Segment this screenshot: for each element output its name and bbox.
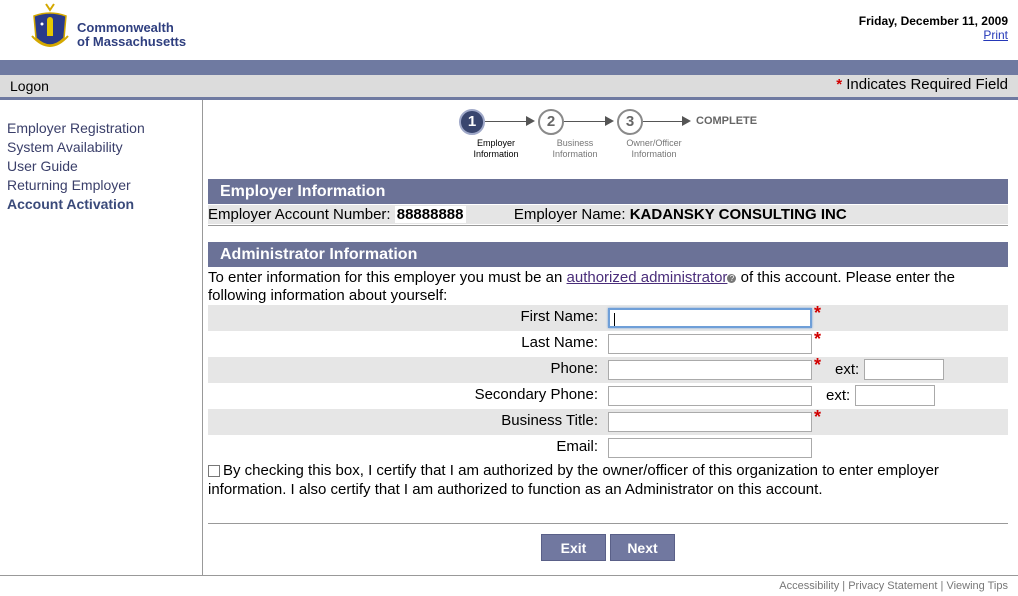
required-star: * xyxy=(814,329,822,349)
certification-text: By checking this box, I certify that I am authorized by the owner/officer of this organization to enter employer information. I also certify that I am authorized to function as an Administrator on this account. xyxy=(208,462,939,498)
sidebar-item-system-availability[interactable]: System Availability xyxy=(7,139,123,155)
step-2-label xyxy=(535,138,615,160)
required-text: Indicates Required Field xyxy=(846,76,1008,93)
required-field-note xyxy=(836,76,1008,93)
intro-part2: of this account. Please enter the following information about yourself: xyxy=(208,269,955,304)
step-complete-label: COMPLETE xyxy=(696,115,758,127)
step-arrowhead-3 xyxy=(682,116,691,126)
secondary-phone-ext-input[interactable] xyxy=(855,385,935,406)
last-name-input[interactable] xyxy=(608,334,812,354)
privacy-statement-link[interactable]: Privacy Statement xyxy=(848,580,938,592)
sidebar-item-employer-registration[interactable]: Employer Registration xyxy=(7,120,145,136)
step-arrowhead-2 xyxy=(605,116,614,126)
secondary-phone-input[interactable] xyxy=(608,386,812,406)
step-3-label-line2: Information xyxy=(631,149,677,159)
authorized-administrator-link[interactable]: authorized administrator xyxy=(566,269,728,286)
certification xyxy=(208,461,1008,499)
sidebar-item-returning-employer[interactable]: Returning Employer xyxy=(7,177,131,193)
employer-account-number: 88888888 xyxy=(396,206,464,223)
certify-checkbox[interactable] xyxy=(208,465,220,477)
required-star: * xyxy=(814,355,822,375)
divider xyxy=(208,225,1008,226)
required-star: * xyxy=(836,76,843,93)
secondary-phone-label: Secondary Phone: xyxy=(474,386,598,403)
last-name-row xyxy=(208,331,1008,357)
accessibility-link[interactable]: Accessibility xyxy=(779,580,840,592)
step-1-label xyxy=(456,138,536,160)
admin-section-title: Administrator Information xyxy=(220,246,418,263)
viewing-tips-link[interactable]: Viewing Tips xyxy=(946,580,1008,592)
business-title-row xyxy=(208,409,1008,435)
admin-section-header xyxy=(208,242,1008,267)
business-title-input[interactable] xyxy=(608,412,812,432)
phone-label: Phone: xyxy=(550,360,598,377)
footer-separator: | xyxy=(842,580,846,592)
first-name-row xyxy=(208,305,1008,331)
massachusetts-seal-logo xyxy=(28,2,72,56)
last-name-label: Last Name: xyxy=(521,334,598,351)
email-input[interactable] xyxy=(608,438,812,458)
step-3-circle: 3 xyxy=(617,109,643,135)
secondary-phone-row xyxy=(208,383,1008,409)
first-name-label: First Name: xyxy=(520,308,598,325)
page-title: Logon xyxy=(10,78,49,94)
employer-name-label: Employer Name: xyxy=(513,206,626,223)
step-arrow-3 xyxy=(643,121,683,122)
step-1-circle: 1 xyxy=(459,109,485,135)
employer-section-header xyxy=(208,179,1008,204)
sidebar-divider xyxy=(202,100,203,575)
employer-info-row xyxy=(208,205,1008,224)
help-icon[interactable]: ? xyxy=(727,274,736,283)
step-1-label-line1: Employer xyxy=(476,138,515,148)
admin-intro-text xyxy=(208,269,1008,305)
step-arrow-1 xyxy=(485,121,527,122)
phone-ext-input[interactable] xyxy=(864,359,944,380)
footer-divider xyxy=(0,575,1018,576)
phone-ext-label: ext: xyxy=(835,361,860,378)
org-name-line1: Commonwealth xyxy=(77,20,174,35)
required-star: * xyxy=(814,303,822,323)
step-3-label-line1: Owner/Officer xyxy=(626,138,682,148)
step-2-label-line2: Information xyxy=(552,149,598,159)
exit-button[interactable]: Exit xyxy=(541,534,606,561)
sidebar-item-user-guide[interactable]: User Guide xyxy=(7,158,78,174)
email-row xyxy=(208,435,1008,461)
next-button[interactable]: Next xyxy=(610,534,675,561)
print-link[interactable]: Print xyxy=(983,28,1008,42)
divider xyxy=(208,523,1008,524)
employer-section-title: Employer Information xyxy=(220,183,386,200)
required-star: * xyxy=(814,407,822,427)
step-2-label-line1: Business xyxy=(556,138,594,148)
step-1-label-line2: Information xyxy=(473,149,519,159)
step-2-circle: 2 xyxy=(538,109,564,135)
step-arrowhead-1 xyxy=(526,116,535,126)
header-bar xyxy=(0,60,1018,75)
employer-account-label: Employer Account Number: xyxy=(208,206,391,223)
step-arrow-2 xyxy=(564,121,606,122)
text-cursor xyxy=(614,313,615,326)
employer-name-value: KADANSKY CONSULTING INC xyxy=(629,206,847,223)
phone-input[interactable] xyxy=(608,360,812,380)
step-3-label xyxy=(614,138,694,160)
first-name-input[interactable] xyxy=(608,308,812,328)
org-name xyxy=(77,21,186,49)
sidebar-item-account-activation[interactable]: Account Activation xyxy=(7,196,135,212)
intro-part1: To enter information for this employer you must be an xyxy=(208,269,563,286)
footer-links xyxy=(779,580,1008,592)
current-date: Friday, December 11, 2009 xyxy=(858,14,1008,28)
phone-row xyxy=(208,357,1008,383)
org-name-line2: of Massachusetts xyxy=(77,34,187,49)
email-label: Email: xyxy=(556,438,598,455)
footer-separator: | xyxy=(940,580,944,592)
business-title-label: Business Title: xyxy=(501,412,598,429)
secondary-phone-ext-label: ext: xyxy=(826,387,851,404)
